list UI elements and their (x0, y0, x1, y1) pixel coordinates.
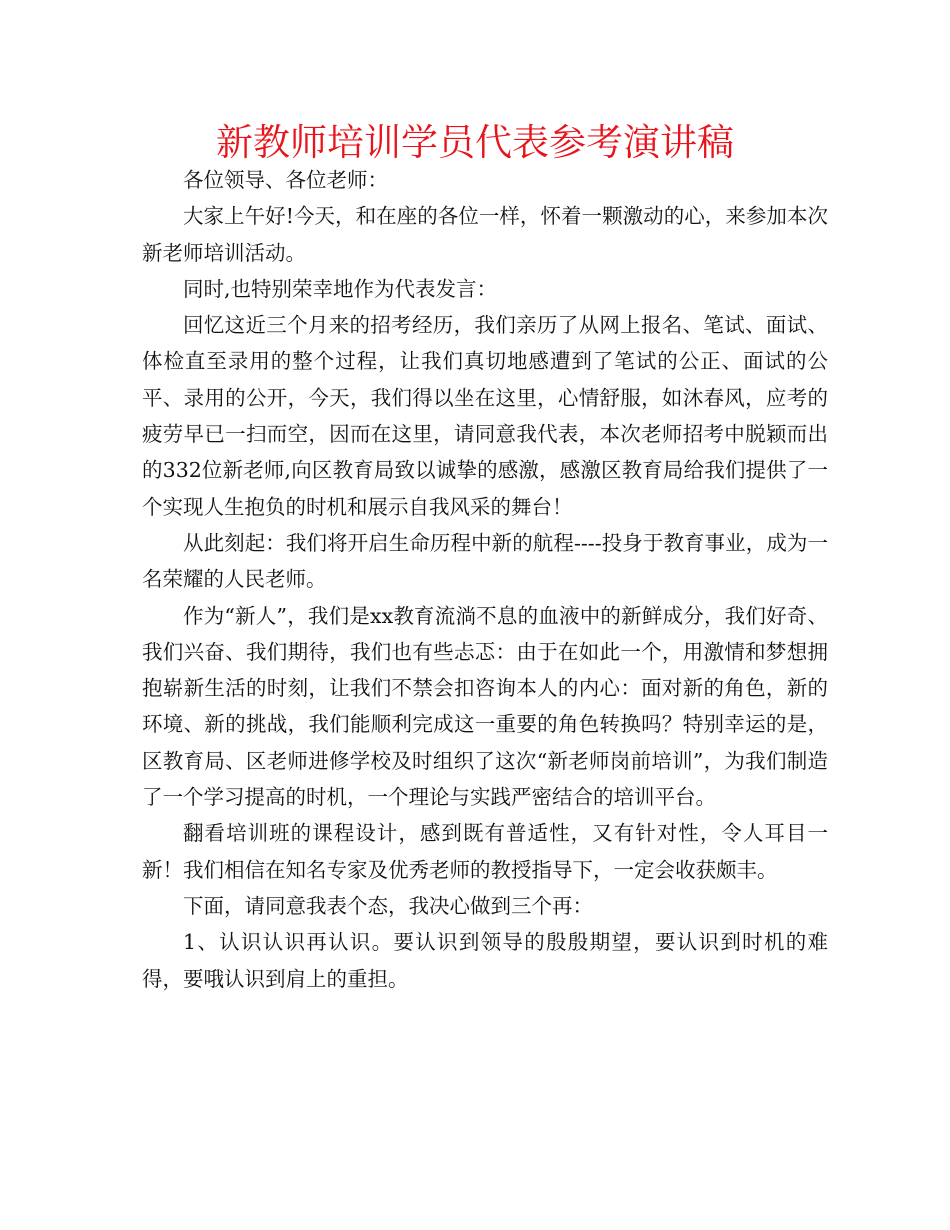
paragraph-greeting: 大家上午好!今天，和在座的各位一样，怀着一颗激动的心，来参加本次新老师培训活动。 (142, 204, 828, 265)
paragraph-pledge-intro: 下面，请同意我表个态，我决心做到三个再： (183, 893, 593, 918)
paragraph-salutation: 各位领导、各位老师： (183, 168, 388, 192)
paragraph-newcomers: 作为“新人”，我们是xx教育流淌不息的血液中的新鲜成分，我们好奇、我们兴奋、我们期待，我们也有些忐忑：由于在如此一个，用激情和梦想拥抱崭新生活的时刻，让我们不禁会扣咨询本人的内心：面对新的角色，新的环境、新的挑战，我们能顺利完成这一重要的角色转换吗？特别幸运的是，区教育局、区老师进修学校及时组织了这次“新老师岗前培训”，为我们制造了一个学习提高的时机，一个理论与实践严密结合的培训平台。 (142, 603, 828, 810)
paragraph-recall: 回忆这近三个月来的招考经历，我们亲历了从网上报名、笔试、面试、体检直至录用的整个过程，让我们真切地感遭到了笔试的公正、面试的公平、录用的公开，今天，我们得以坐在这里，心情舒服，如沐春风，应考的疲劳早已一扫而空，因而在这里，请同意我代表，本次老师招考中脱颖而出的332位新老师,向区教育局致以诚挚的感激，感激区教育局给我们提供了一个实现人生抱负的时机和展示自我风采的舞台！ (142, 313, 828, 519)
paragraph-pledge-1: 1、认识认识再认识。要认识到领导的殷殷期望，要认识到时机的难得，要哦认识到肩上的重担。 (142, 930, 828, 991)
document-title: 新教师培训学员代表参考演讲稿 (216, 121, 734, 164)
paragraph-honor: 同时,也特别荣幸地作为代表发言： (183, 276, 498, 301)
paragraph-from-now: 从此刻起：我们将开启生命历程中新的航程----投身于教育事业，成为一名荣耀的人民老师。 (142, 530, 828, 592)
paragraph-course-design: 翻看培训班的课程设计，感到既有普适性，又有针对性，令人耳目一新！我们相信在知名专家及优秀老师的教授指导下，一定会收获颇丰。 (142, 821, 828, 882)
document-body (142, 162, 828, 997)
